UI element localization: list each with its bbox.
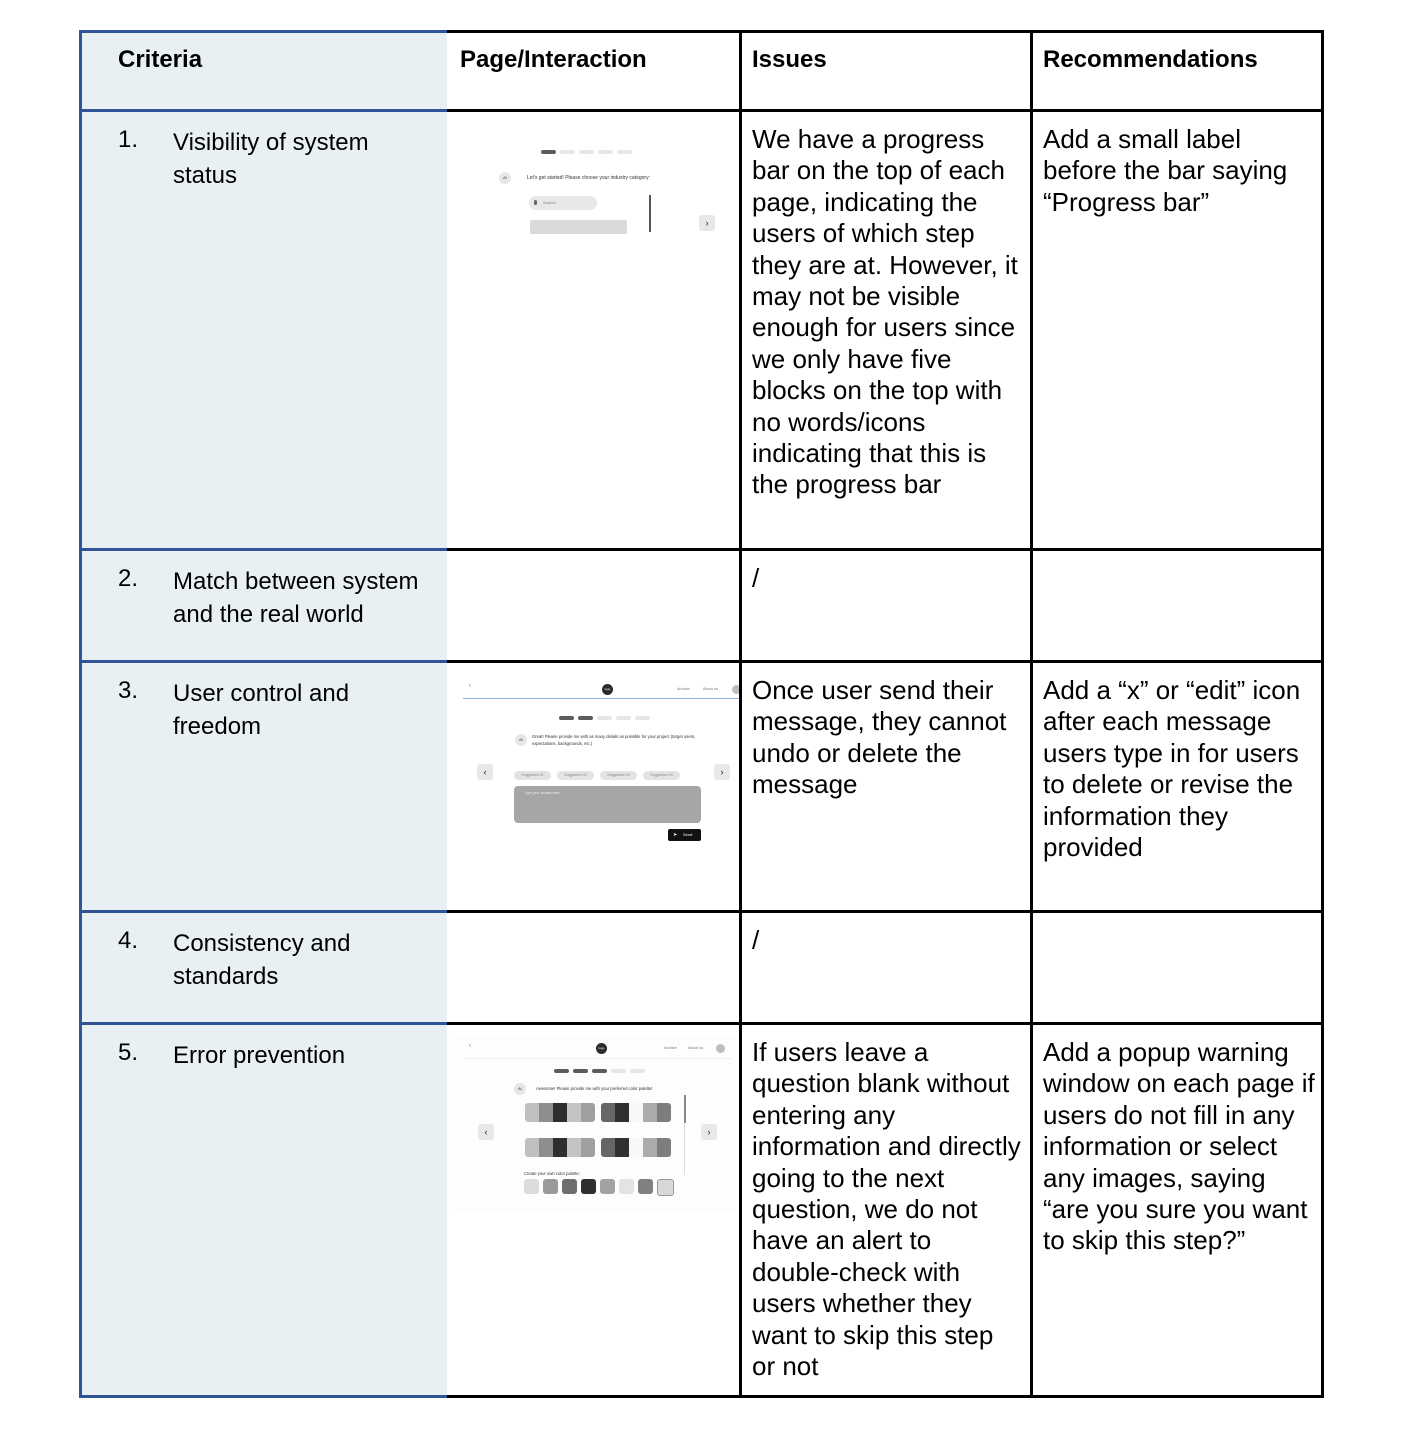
progress-step (635, 716, 650, 720)
nav-about-us[interactable]: About us (703, 687, 718, 691)
previous-button[interactable] (478, 1124, 494, 1140)
table-row (79, 661, 1324, 911)
criteria-left-border (79, 30, 82, 1398)
table-top-border (447, 30, 1324, 33)
progress-step (554, 1069, 569, 1073)
progress-step (559, 716, 574, 720)
send-icon: ➤ (673, 832, 678, 838)
palette-swatch (539, 1138, 553, 1157)
progress-bar (554, 1069, 645, 1073)
palette-swatch (615, 1103, 629, 1122)
progress-step (598, 150, 613, 154)
row-divider (79, 660, 447, 663)
palette-swatch (525, 1138, 539, 1157)
header-criteria-label: Criteria (118, 46, 203, 73)
progress-step (630, 1069, 645, 1073)
suggestion-chip[interactable]: Suggestion 03 (600, 771, 637, 780)
criterion-number: 2. (118, 565, 139, 592)
issues-cell (740, 911, 1031, 1023)
criterion-number: 4. (118, 927, 139, 954)
criterion-label: Match between system and the real world (173, 568, 419, 628)
header-recommendations-label: Recommendations (1043, 46, 1258, 73)
suggestion-chip[interactable]: Suggestion 01 (514, 771, 551, 780)
issues-cell (740, 549, 1031, 661)
next-button[interactable] (714, 764, 730, 780)
custom-color-swatch[interactable] (581, 1179, 596, 1194)
table-row (79, 911, 1324, 1023)
progress-step (611, 1069, 626, 1073)
issues-text: Once user send their message, they cannot undo or delete the message (752, 675, 1007, 800)
custom-color-swatch[interactable] (638, 1179, 653, 1194)
header-issues (740, 30, 1031, 110)
recommendations-cell (1031, 110, 1323, 549)
palette-swatch (553, 1103, 567, 1122)
palette-swatch (553, 1138, 567, 1157)
search-placeholder: Search (543, 200, 556, 205)
recommendations-text: Add a “x” or “edit” icon after each message users type in for users to delete or revise the information they provided (1043, 675, 1301, 863)
custom-color-swatch[interactable] (657, 1179, 674, 1196)
palette-swatch (581, 1103, 595, 1122)
next-button[interactable] (699, 215, 715, 231)
back-icon[interactable]: ‹ (469, 683, 471, 689)
heuristic-evaluation-table (79, 30, 1324, 1398)
progress-step (597, 716, 612, 720)
answer-placeholder: Type your answer here (524, 791, 560, 795)
color-palette-option[interactable] (601, 1138, 671, 1157)
color-palette-option[interactable] (525, 1138, 595, 1157)
palette-swatch (643, 1138, 657, 1157)
ai-avatar-badge: AI (514, 1083, 526, 1095)
row-divider (447, 109, 1324, 112)
back-icon[interactable]: ‹ (469, 1043, 471, 1049)
table-right-border (1321, 30, 1324, 1398)
progress-step (573, 1069, 588, 1073)
criteria-bottom-border (79, 1395, 447, 1398)
header-divider (464, 1058, 732, 1059)
progress-step (560, 150, 575, 154)
suggestion-chip[interactable]: Suggestion 02 (557, 771, 594, 780)
progress-step (579, 150, 594, 154)
column-divider (1030, 30, 1033, 1398)
issues-cell (740, 110, 1031, 549)
chevron-left-icon: ‹ (483, 767, 487, 777)
send-label: Send (683, 832, 693, 837)
chevron-right-icon: › (720, 767, 724, 777)
row-divider (79, 910, 447, 913)
criterion-number: 3. (118, 677, 139, 704)
header-page-label: Page/Interaction (460, 46, 647, 73)
palette-swatch (601, 1103, 615, 1122)
page-screenshot-color-palette (450, 1035, 736, 1213)
issues-text: We have a progress bar on the top of each page, indicating the users of which step they are at. However, it may not be visible enough for users since we only have five blocks on the top with no words/icons indicating that this is the progress bar (752, 124, 1018, 500)
suggestion-chip[interactable]: Suggestion 04 (643, 771, 680, 780)
ai-avatar-badge: AI (515, 734, 527, 746)
issues-cell (740, 661, 1031, 911)
custom-color-swatch[interactable] (543, 1179, 558, 1194)
search-input[interactable] (529, 196, 597, 210)
nav-archive[interactable]: Archive (664, 1046, 677, 1050)
logo: logo (596, 1043, 607, 1054)
row-divider (79, 109, 447, 112)
criterion-number: 5. (118, 1039, 139, 1066)
palette-swatch (657, 1138, 671, 1157)
palette-swatch (539, 1103, 553, 1122)
issues-cell (740, 1023, 1031, 1398)
issues-text: If users leave a question blank without entering any information and directly going to the next question, we do not have an alert to double-check with users whether they want to skip this step or not (752, 1037, 1021, 1382)
criterion-number: 1. (118, 126, 139, 153)
column-divider (739, 30, 742, 1398)
recommendations-cell (1031, 549, 1323, 661)
logo: logo (602, 684, 613, 695)
progress-step (578, 716, 593, 720)
row-divider (79, 548, 447, 551)
previous-button[interactable] (477, 764, 493, 780)
header-criteria (79, 30, 447, 110)
palette-swatch (601, 1138, 615, 1157)
progress-step (592, 1069, 607, 1073)
row-divider (447, 910, 1324, 913)
palette-swatch (567, 1103, 581, 1122)
custom-color-swatch[interactable] (619, 1179, 634, 1194)
page-screenshot-industry-category (492, 140, 732, 240)
issues-text: / (752, 563, 760, 593)
send-button[interactable] (668, 829, 701, 841)
recommendations-text: Add a popup warning window on each page if users do not fill in any information or select any images, saying “are you sure you want to skip this step?” (1043, 1037, 1315, 1256)
header-issues-label: Issues (752, 46, 827, 73)
color-palette-option[interactable] (525, 1103, 595, 1122)
header-recommendations (1031, 30, 1323, 110)
page-screenshot-project-details (447, 664, 741, 864)
scrollbar-thumb[interactable] (684, 1095, 686, 1123)
row-divider (447, 1022, 1324, 1025)
next-button[interactable] (701, 1124, 717, 1140)
custom-palette-label: Create your own color palette: (524, 1171, 580, 1176)
row-divider (447, 548, 1324, 551)
user-avatar[interactable] (716, 1044, 725, 1053)
progress-bar (559, 716, 650, 720)
recommendations-cell (1031, 661, 1323, 911)
palette-swatch (525, 1103, 539, 1122)
progress-step (541, 150, 556, 154)
nav-about-us[interactable]: About us (688, 1046, 703, 1050)
palette-swatch (629, 1138, 643, 1157)
table-bottom-border (447, 1395, 1324, 1398)
header-page (447, 30, 740, 110)
custom-color-swatch[interactable] (524, 1179, 539, 1194)
palette-swatch (657, 1103, 671, 1122)
palette-swatch (567, 1138, 581, 1157)
recommendations-cell (1031, 911, 1323, 1023)
answer-textarea[interactable] (514, 786, 701, 823)
list-scrollbar[interactable] (649, 195, 651, 232)
category-list-item[interactable] (530, 220, 627, 234)
issues-text: / (752, 925, 760, 955)
prompt-text: Great! Please provide me with as many details as possible for your project (target users, expectations, backgrounds, etc.) (532, 734, 696, 746)
palette-swatch (615, 1138, 629, 1157)
prompt-text: Let's get started! Please choose your industry category: (527, 175, 650, 181)
criteria-top-border (79, 30, 447, 33)
color-palette-option[interactable] (601, 1103, 671, 1122)
table-row (79, 110, 1324, 549)
criterion-label: Consistency and standards (173, 930, 351, 990)
prompt-text: Awesome! Please provide me with your preferred color palette! (536, 1086, 653, 1091)
palette-swatch (629, 1103, 643, 1122)
palette-scrollbar[interactable] (684, 1095, 685, 1175)
progress-step (617, 150, 632, 154)
criterion-label: Visibility of system status (173, 129, 369, 189)
palette-swatch (643, 1103, 657, 1122)
row-divider (79, 1022, 447, 1025)
ai-avatar-badge: AI (499, 172, 511, 184)
chevron-right-icon: › (707, 1127, 711, 1137)
chevron-right-icon: › (705, 218, 709, 228)
progress-step (616, 716, 631, 720)
nav-archive[interactable]: Archive (677, 687, 690, 691)
row-divider (447, 660, 1324, 663)
progress-bar (541, 150, 632, 154)
header-divider (463, 698, 741, 699)
table-row (79, 1023, 1324, 1398)
recommendations-cell (1031, 1023, 1323, 1398)
search-icon (534, 200, 537, 205)
chevron-left-icon: ‹ (484, 1127, 488, 1137)
custom-color-swatch[interactable] (562, 1179, 577, 1194)
custom-color-swatch[interactable] (600, 1179, 615, 1194)
palette-swatch (581, 1138, 595, 1157)
recommendations-text: Add a small label before the bar saying “Progress bar” (1043, 124, 1288, 217)
table-row (79, 549, 1324, 661)
criterion-label: User control and freedom (173, 680, 350, 740)
criterion-label: Error prevention (173, 1042, 346, 1069)
